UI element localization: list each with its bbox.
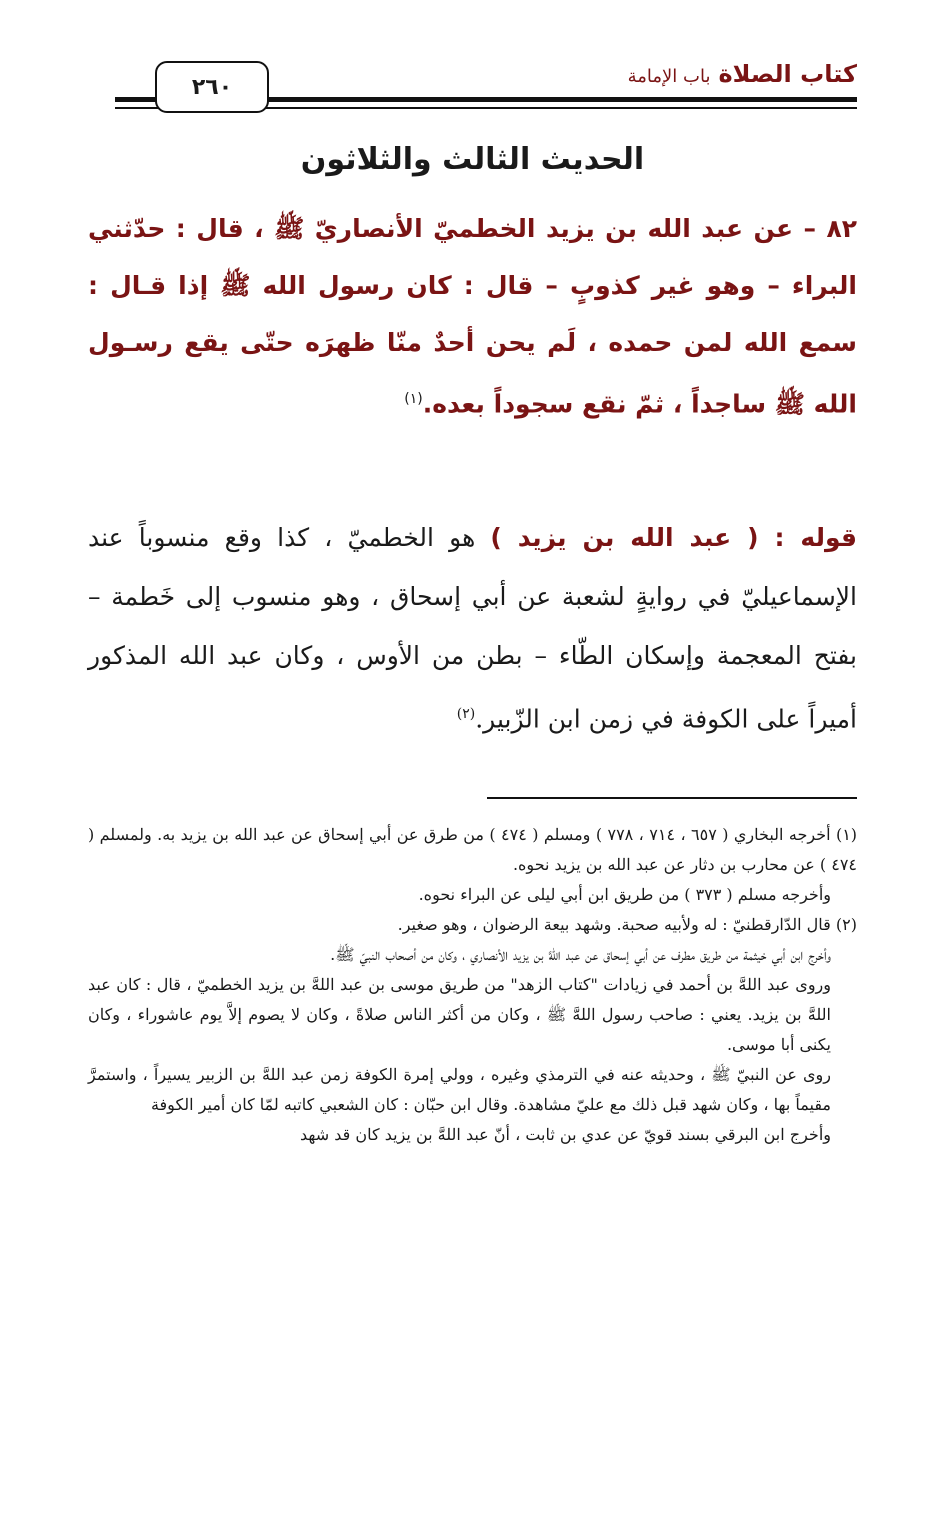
section-heading: الحديث الثالث والثلاثون — [300, 142, 645, 177]
commentary-lead: قوله : ( عبد الله بن يزيد ) — [490, 523, 857, 552]
page-number: ٢٦٠ — [155, 61, 269, 113]
footnote-item: (١) أخرجه البخاري ( ٦٥٧ ، ٧١٤ ، ٧٧٨ ) ومسلم ( ٤٧٤ ) من طرق عن أبي إسحاق عن عبد الله بن يزيد به. ولمسلم ( ٤٧٤ ) عن محارب بن دثار عن عبد الله بن يزيد نحوه. — [88, 825, 858, 874]
hadith-body: ٨٢ – عن عبد الله بن يزيد الخطميّ الأنصاريّ ﷺ ، قال : حدّثني البراء – وهو غير كذوبٍ – قال : كان رسول الله ﷺ إذا قـال : سمع الله لمن حمده ، لَم يحن أحدٌ منّا ظهرَه حتّى يقع رسـول الله ﷺ ساجداً ، ثمّ نقع سجوداً بعده. — [88, 214, 857, 419]
commentary-body: هو الخطميّ ، كذا وقع منسوباً عند الإسماعيليّ في روايةٍ لشعبة عن أبي إسحاق ، وهو منسوب إلى خَطمة – بفتح المعجمة وإسكان الطّاء – بطن من الأوس ، وكان عبد الله المذكور أميراً على الكوفة في زمن ابن الزّبير. — [88, 523, 857, 734]
footnote-ref-1: (١) — [404, 391, 423, 407]
hadith-text — [88, 200, 857, 432]
footnote-separator — [487, 797, 857, 799]
footnote-item: (٢) قال الدّارقطنيّ : له ولأبيه صحبة. وشهد بيعة الرضوان ، وهو صغير. — [397, 915, 857, 934]
footnote-ref-2: (٢) — [456, 706, 476, 722]
chapter-name: باب الإمامة — [627, 66, 711, 87]
commentary — [88, 508, 857, 748]
footnote-item: وأخرج ابن البرقي بسند قويّ عن عدي بن ثابت ، أنّ عبد اللهَّ بن يزيد كان قد شهد — [300, 1125, 831, 1144]
running-title — [628, 59, 857, 92]
page-header — [115, 55, 857, 121]
footnote-item: وأخرج ابن أبي خيثمة من طريق مطرف عن أبي إسحاق عن عبد اللهَّ بن يزيد الأنصاري ، وكان من أصحاب النبيّ ﷺ. — [330, 945, 831, 964]
footnotes — [88, 820, 857, 1150]
footnote-item: وروى عبد اللهَّ بن أحمد في زيادات "كتاب الزهد" من طريق موسى بن عبد اللهَّ بن يزيد الخطميّ ، قال : كان عبد اللهَّ بن يزيد. يعني : صاحب رسول اللهَّ ﷺ ، وكان من أكثر الناس صلاةً ، وكان لا يصوم إلاَّ يوم عاشوراء ، وكان يكنى أبا موسى. — [88, 975, 832, 1054]
book-name: كتاب الصلاة — [718, 60, 857, 88]
footnote-item: وأخرجه مسلم ( ٣٧٣ ) من طريق ابن أبي ليلى عن البراء نحوه. — [418, 885, 831, 904]
footnote-item: روى عن النبيّ ﷺ ، وحديثه عنه في الترمذي وغيره ، وولي إمرة الكوفة زمن عبد اللهَّ بن الزبير يسيراً ، واستمرَّ مقيماً بها ، وكان شهد قبل ذلك مع عليّ مشاهدة. وقال ابن حبّان : كان الشعبي كاتبه لمّا كان أمير الكوفة — [88, 1065, 831, 1114]
